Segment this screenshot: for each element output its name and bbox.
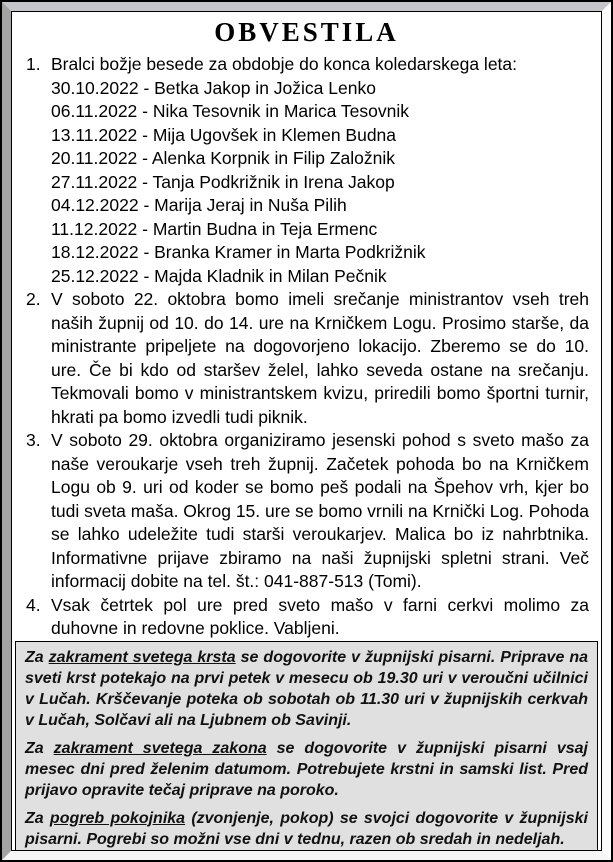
lead-text: Za <box>25 809 50 827</box>
notice-intro: Bralci božje besede za obdobje do konca koledarskega leta: <box>51 54 518 74</box>
notice-number: 1. <box>26 54 41 74</box>
notice-number: 3. <box>26 430 41 450</box>
reader-schedule-line: 20.11.2022 - Alenka Korpnik in Filip Založnik <box>51 148 396 168</box>
notice-item-4 <box>26 594 589 641</box>
notice-number: 4. <box>26 594 41 615</box>
notice-number: 2. <box>26 289 41 309</box>
notice-text <box>51 53 589 288</box>
notice-text: V soboto 29. oktobra organiziramo jesenski pohod s sveto mašo za naše veroukarje vseh treh župnij. Začetek pohoda bo na Krničkem Logu ob 9. uri od koder se bomo peš podali na Špehov vrh, kjer bo tudi sveta maša. Okrog 15. ure se bomo vrnili na Krnički Log. Pohoda se lahko udeležite tudi starši veroukarjev. Malica bo iz nahrbtnika. Informativne prijave zbiramo na naši župnijski spletni strani. Več informacij dobite na tel. št.: 041-887-513 (Tomi). <box>51 430 589 591</box>
notice-item-2 <box>26 288 589 429</box>
document-page <box>11 11 602 851</box>
reader-schedule-line: 11.12.2022 - Martin Budna in Teja Ermenc <box>51 218 378 239</box>
reader-schedule-line: 30.10.2022 - Betka Jakop in Jožica Lenko <box>51 77 376 98</box>
paragraph-text: (zvonjenje, pokop) se svojci dogovorite v župnijski pisarni. Pogrebi so možni vse dni v tednu, razen ob sredah in nedeljah. <box>25 809 588 848</box>
lead-text: Za <box>25 648 49 666</box>
sacrament-info-box <box>15 641 598 852</box>
notice-item-3 <box>26 429 589 594</box>
reader-schedule-line: 25.12.2022 - Majda Kladnik in Milan Pečnik <box>51 265 387 286</box>
reader-schedule-line: 04.12.2022 - Marija Jeraj in Nuša Pilih <box>51 195 347 215</box>
paragraph-text: se dogovorite v župnijski pisarni vsaj mesec dni pred želenim datumom. Potrebujete krstni in samski list. Pred prijavo opravite tečaj priprave na poroko. <box>25 739 588 799</box>
sacrament-paragraph-baptism <box>25 647 588 731</box>
notice-item-1 <box>26 53 589 288</box>
notice-text: V soboto 22. oktobra bomo imeli srečanje ministrantov vseh treh naših župnij od 10. do 14. ure na Krničkem Logu. Prosimo starše, da ministrante pripeljete na dogovorjeno lokacijo. Zberemo se do 10. ure. Če bi kdo od staršev želel, lahko seveda ostane na srečanju. Tekmovali bomo v ministrantskem kvizu, priredili bomo športni turnir, hkrati pa bomo izvedli tudi piknik. <box>51 289 589 427</box>
frame-bevel <box>2 2 611 860</box>
underlined-phrase: zakrament svetega krsta <box>48 648 236 666</box>
underlined-phrase: pogreb pokojnika <box>49 809 186 827</box>
reader-schedule-line: 13.11.2022 - Mija Ugovšek in Klemen Budna <box>51 124 397 145</box>
reader-schedule-line: 06.11.2022 - Nika Tesovnik in Marica Tesovnik <box>51 101 409 121</box>
sacrament-paragraph-funeral <box>25 808 588 850</box>
page-title: OBVESTILA <box>214 17 399 47</box>
reader-schedule-line: 27.11.2022 - Tanja Podkrižnik in Irena Jakop <box>51 171 395 192</box>
lead-text: Za <box>25 739 54 757</box>
reader-schedule-line: 18.12.2022 - Branka Kramer in Marta Podkrižnik <box>51 242 426 262</box>
paragraph-text: se dogovorite v župnijski pisarni. Priprave na sveti krst potekajo na prvi petek v mesecu ob 19.30 uri v veroučni učilnici v Lučah. Krščevanje poteka ob sobotah ob 11.30 uri v župnijskih cerkvah v Lučah, Solčavi ali na Ljubnem ob Savinji. <box>25 648 589 729</box>
sacrament-paragraph-marriage <box>25 738 588 801</box>
notice-text: Vsak četrtek pol ure pred sveto mašo v farni cerkvi molimo za duhovne in redovne poklice. Vabljeni. <box>51 594 589 638</box>
underlined-phrase: zakrament svetega zakona <box>53 739 267 757</box>
notice-list <box>15 53 598 641</box>
